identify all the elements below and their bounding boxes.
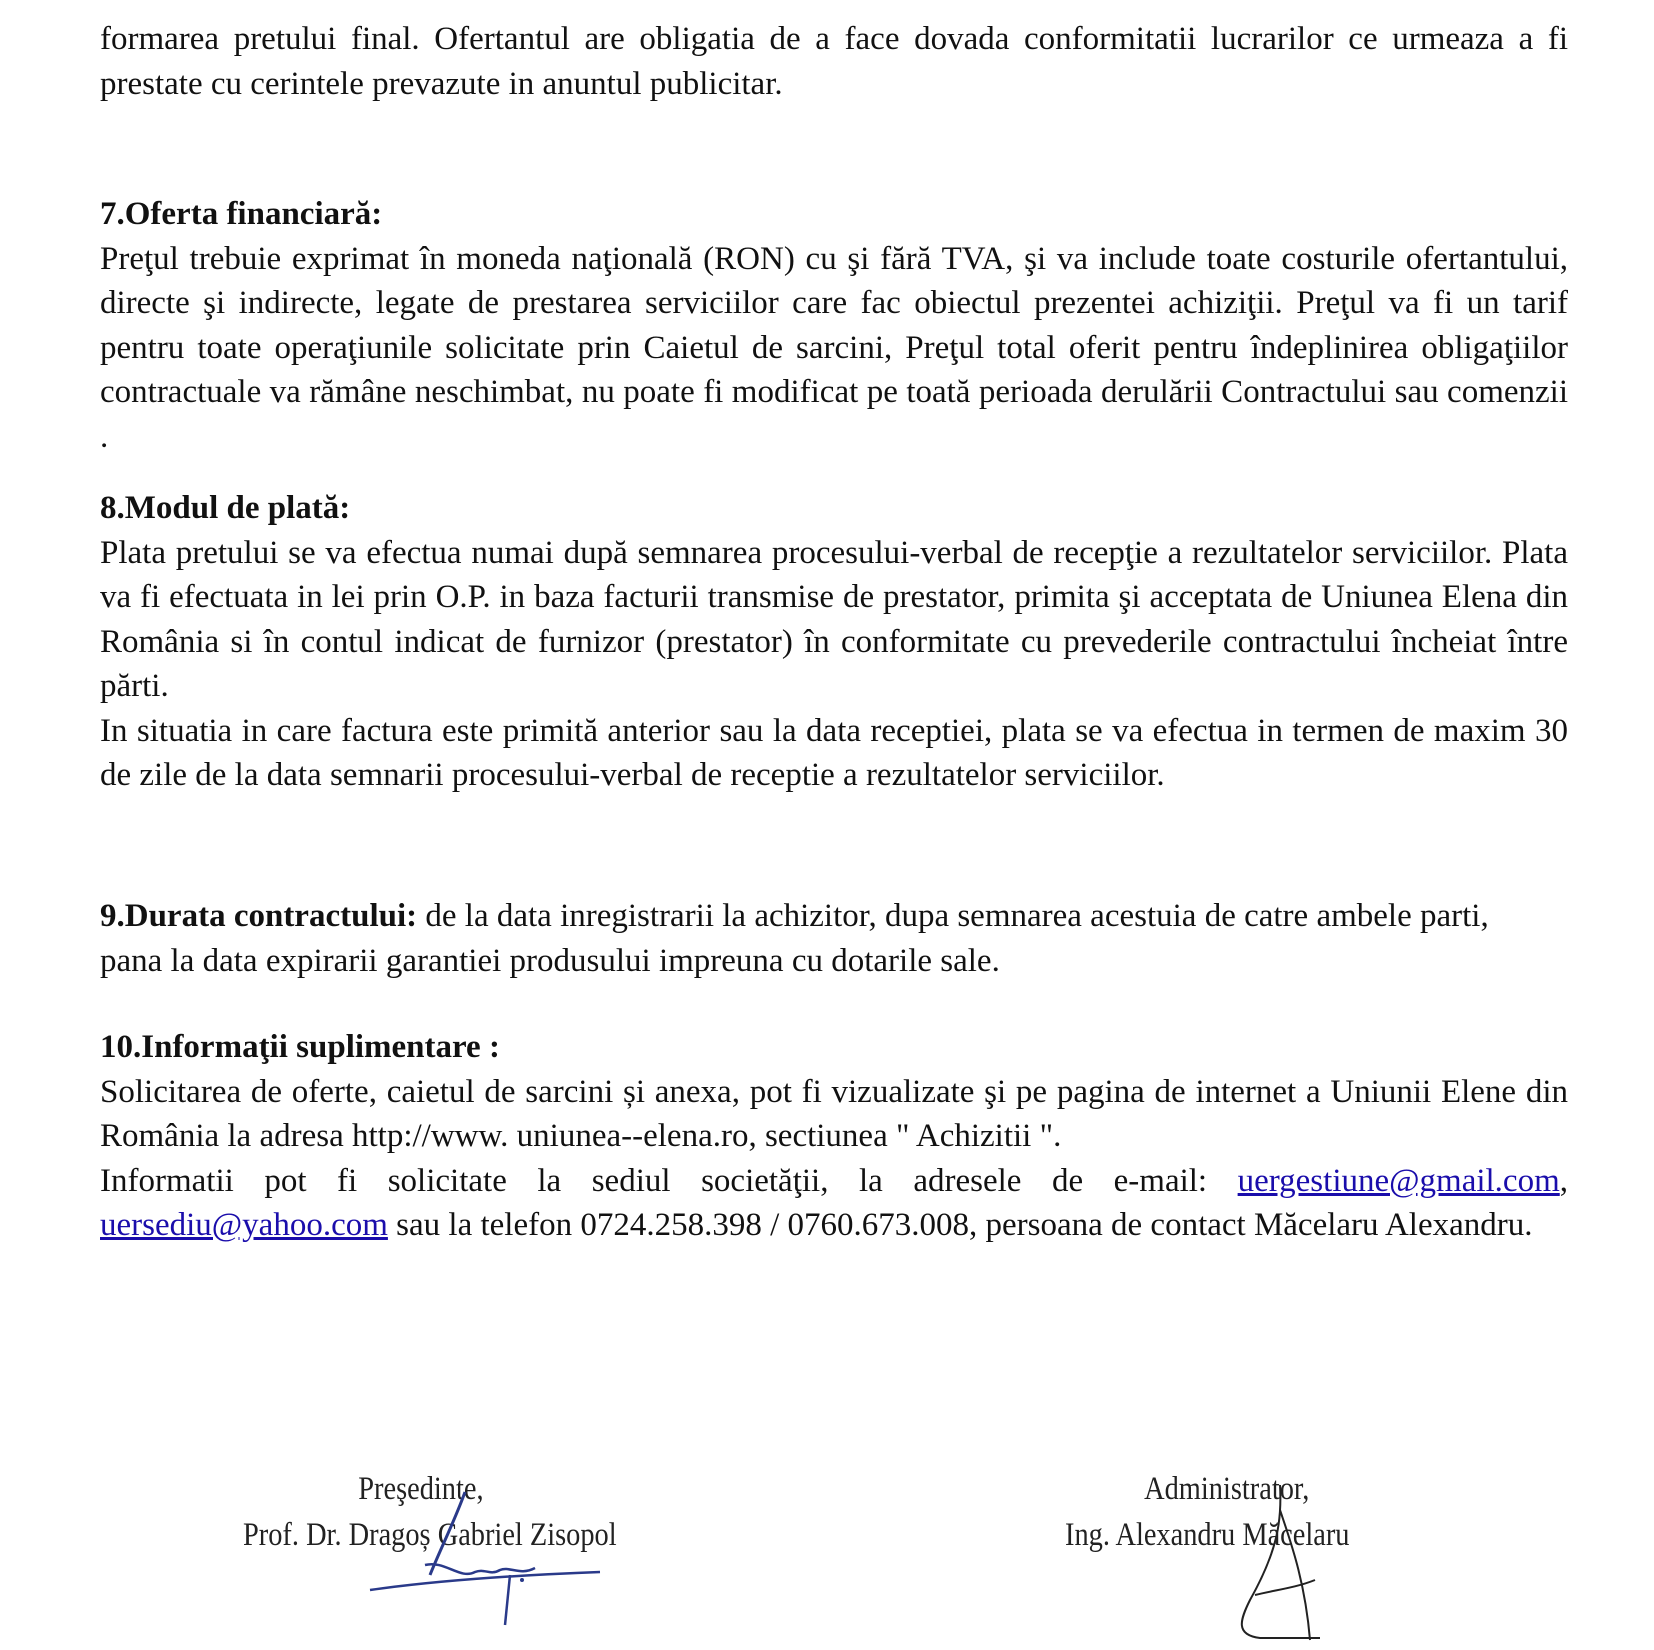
- president-signature-image: [360, 1480, 680, 1650]
- section-7-body: Preţul trebuie exprimat în moneda naţională (RON) cu şi fără TVA, şi va include toate costurile ofertantului, directe şi indirecte, legate de prestarea serviciilor care fac obiectul prezentei achiziţii. Preţul va fi un tarif pentru toate operaţiunile solicitate prin Caietul de sarcini, Preţul total oferit pentru îndeplinirea obligaţiilor contractuale va rămâne neschimbat, nu poate fi modificat pe toată perioada derulării Contractului sau comenzii .: [100, 240, 1568, 455]
- administrator-name: Ing. Alexandru Măcelaru: [1065, 1517, 1350, 1553]
- section-7: [100, 192, 1568, 459]
- email-link-sediu[interactable]: uersediu@yahoo.com: [100, 1207, 388, 1243]
- president-name: Prof. Dr. Dragoș Gabriel Zisopol: [243, 1517, 617, 1553]
- section-8: [100, 486, 1568, 798]
- comma-separator: ,: [1559, 1162, 1568, 1199]
- section-10-heading: 10.Informaţii suplimentare :: [100, 1029, 500, 1065]
- contact-phone-text: sau la telefon 0724.258.398 / 0760.673.008, persoana de contact Măcelaru Alexandru.: [387, 1207, 1533, 1243]
- section-10: [100, 1025, 1568, 1248]
- intro-paragraph: formarea pretului final. Ofertantul are obligatia de a face dovada conformitatii lucrarilor ce urmeaza a fi prestate cu cerintele prevazute in anuntul publicitar.: [100, 21, 1568, 102]
- section-8-paragraph-1: Plata pretului se va efectua numai după semnarea procesului-verbal de recepţie a rezultatelor serviciilor. Plata va fi efectuata in lei prin O.P. in baza facturii transmise de prestator, primita şi acceptata de Uniunea Elena din România si în contul indicat de furnizor (prestator) în conformitate cu prevederile contractului încheiat între părti.: [100, 534, 1568, 704]
- contact-intro-text: Informatii pot fi solicitate la sediul societăţii, la adresele de e-mail:: [100, 1162, 1238, 1199]
- section-9: [100, 894, 1540, 983]
- president-role: Preşedinte,: [358, 1471, 484, 1507]
- section-9-body: de la data inregistrarii la achizitor, dupa semnarea acestuia de catre ambele parti, pana la data expirarii garantiei produsului impreuna cu dotarile sale.: [100, 898, 1489, 979]
- email-link-gestiune[interactable]: uergestiune@gmail.com: [1237, 1162, 1560, 1199]
- section-8-heading: 8.Modul de plată:: [100, 490, 351, 526]
- section-10-paragraph-1: Solicitarea de oferte, caietul de sarcini și anexa, pot fi vizualizate şi pe pagina de internet a Uniunii Elene din România la adresa http://www. uniunea--elena.ro, sectiunea " Achizitii ".: [100, 1073, 1568, 1154]
- administrator-role: Administrator,: [1144, 1471, 1310, 1507]
- section-9-heading: 9.Durata contractului:: [100, 898, 418, 934]
- intro-block: [100, 17, 1568, 106]
- section-10-paragraph-2: [100, 1159, 1568, 1248]
- section-7-heading: 7.Oferta financiară:: [100, 196, 383, 232]
- section-8-paragraph-2: In situatia in care factura este primită anterior sau la data receptiei, plata se va efectua in termen de maxim 30 de zile de la data semnarii procesului-verbal de receptie a rezultatelor serviciilor.: [100, 712, 1568, 793]
- section-9-paragraph: [100, 894, 1540, 983]
- administrator-signature-image: [1220, 1480, 1340, 1645]
